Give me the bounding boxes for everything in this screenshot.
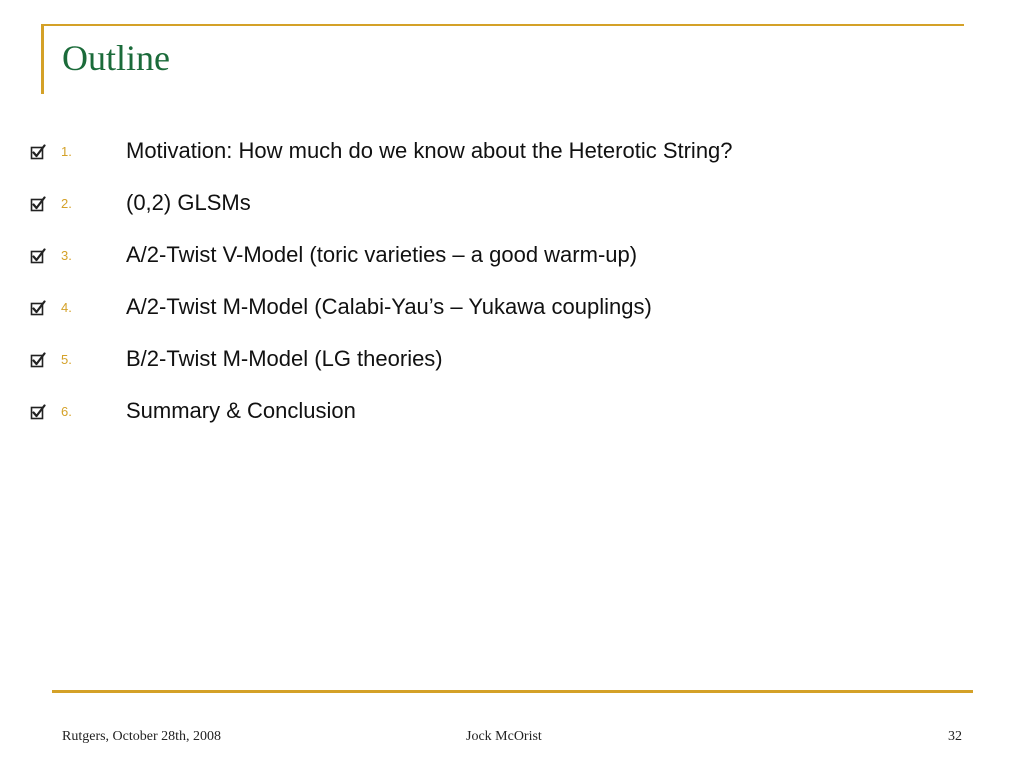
- footer-page-number: 32: [948, 729, 962, 744]
- checkbox-checked-icon: [30, 352, 46, 368]
- item-number: 4.: [61, 300, 72, 315]
- outline-item: [0, 388, 1024, 440]
- item-text: A/2-Twist M-Model (Calabi-Yau’s – Yukawa couplings): [126, 294, 652, 319]
- item-number: 5.: [61, 352, 72, 367]
- item-number: 6.: [61, 404, 72, 419]
- outline-list: [0, 128, 1024, 440]
- title-accent-bar: [41, 24, 44, 94]
- item-text: Summary & Conclusion: [126, 398, 356, 423]
- checkbox-checked-icon: [30, 300, 46, 316]
- slide-title: Outline: [62, 38, 170, 78]
- checkbox-checked-icon: [30, 248, 46, 264]
- outline-item: [0, 232, 1024, 284]
- outline-item: [0, 336, 1024, 388]
- checkbox-checked-icon: [30, 196, 46, 212]
- footer-author: Jock McOrist: [466, 729, 542, 744]
- item-text: (0,2) GLSMs: [126, 190, 251, 215]
- item-text: A/2-Twist V-Model (toric varieties – a good warm-up): [126, 242, 638, 267]
- outline-item: [0, 180, 1024, 232]
- item-number: 1.: [61, 144, 72, 159]
- footer-venue-date: Rutgers, October 28th, 2008: [62, 729, 222, 744]
- item-text: Motivation: How much do we know about the Heterotic String?: [126, 138, 733, 163]
- item-number: 2.: [61, 196, 72, 211]
- item-number: 3.: [61, 248, 72, 263]
- top-accent-line: [41, 24, 964, 26]
- outline-item: [0, 128, 1024, 180]
- checkbox-checked-icon: [30, 404, 46, 420]
- outline-item: [0, 284, 1024, 336]
- footer-divider: [52, 690, 973, 693]
- checkbox-checked-icon: [30, 144, 46, 160]
- item-text: B/2-Twist M-Model (LG theories): [126, 346, 443, 371]
